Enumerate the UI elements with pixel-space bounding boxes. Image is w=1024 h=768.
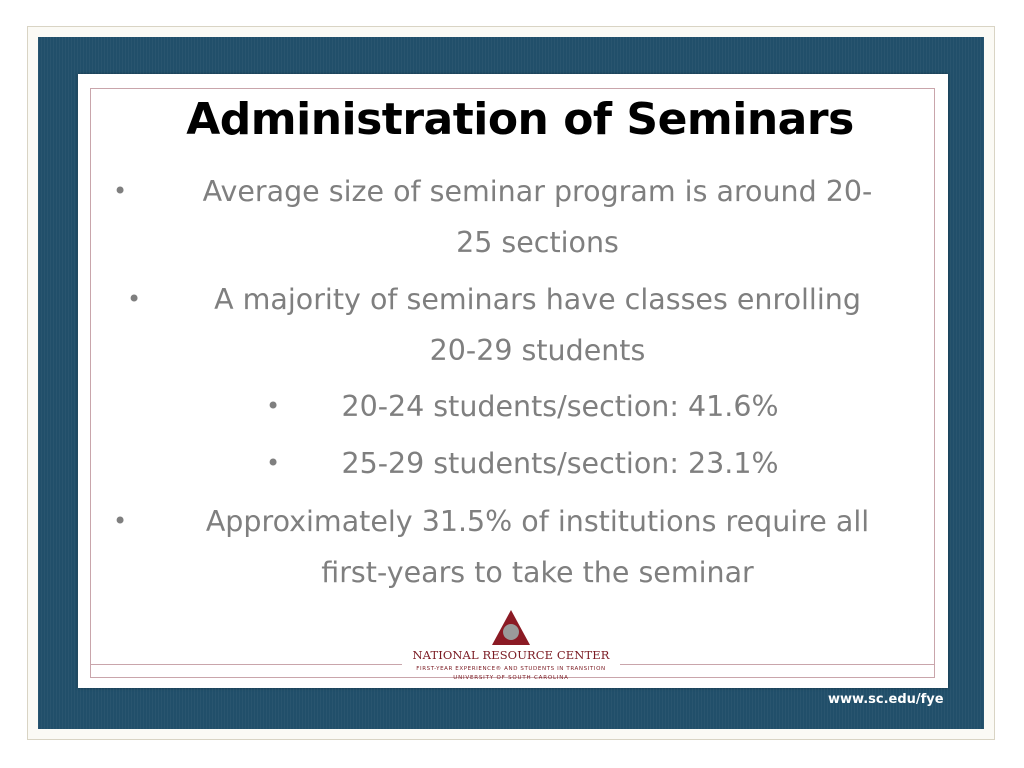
bullet-line: A majority of seminars have classes enrolling bbox=[214, 283, 861, 316]
logo-rule-left bbox=[90, 664, 402, 665]
bullet-dot: • bbox=[127, 285, 142, 313]
logo-name: NATIONAL RESOURCE CENTER bbox=[412, 648, 610, 662]
bullet-line: first-years to take the seminar bbox=[321, 556, 754, 589]
nrc-logo bbox=[404, 608, 618, 684]
bullet-item bbox=[150, 274, 925, 376]
logo-subtitle: FIRST-YEAR EXPERIENCE® AND STUDENTS IN TRANSITION bbox=[416, 666, 606, 672]
bullet-line: 20-24 students/section: 41.6% bbox=[341, 390, 779, 423]
sub-bullet-dot: • bbox=[266, 392, 281, 420]
sub-bullet-item bbox=[300, 381, 820, 432]
bullet-dot: • bbox=[113, 507, 128, 535]
bullet-item bbox=[150, 166, 925, 268]
nrc-emblem-icon bbox=[404, 608, 618, 648]
bullet-line: Average size of seminar program is around 20- bbox=[202, 175, 873, 208]
footer-url: www.sc.edu/fye bbox=[828, 692, 944, 707]
bullet-line: 25 sections bbox=[456, 226, 619, 259]
bullet-line: 25-29 students/section: 23.1% bbox=[341, 447, 779, 480]
bullet-line: 20-29 students bbox=[429, 334, 646, 367]
logo-university: UNIVERSITY OF SOUTH CAROLINA bbox=[453, 675, 569, 681]
bullet-line: Approximately 31.5% of institutions require all bbox=[205, 505, 870, 538]
sub-bullet-item bbox=[300, 438, 820, 489]
logo-rule-right bbox=[620, 664, 935, 665]
slide-title: Administration of Seminars bbox=[186, 94, 854, 145]
sub-bullet-dot: • bbox=[266, 449, 281, 477]
bullet-item bbox=[150, 496, 925, 598]
bullet-dot: • bbox=[113, 177, 128, 205]
